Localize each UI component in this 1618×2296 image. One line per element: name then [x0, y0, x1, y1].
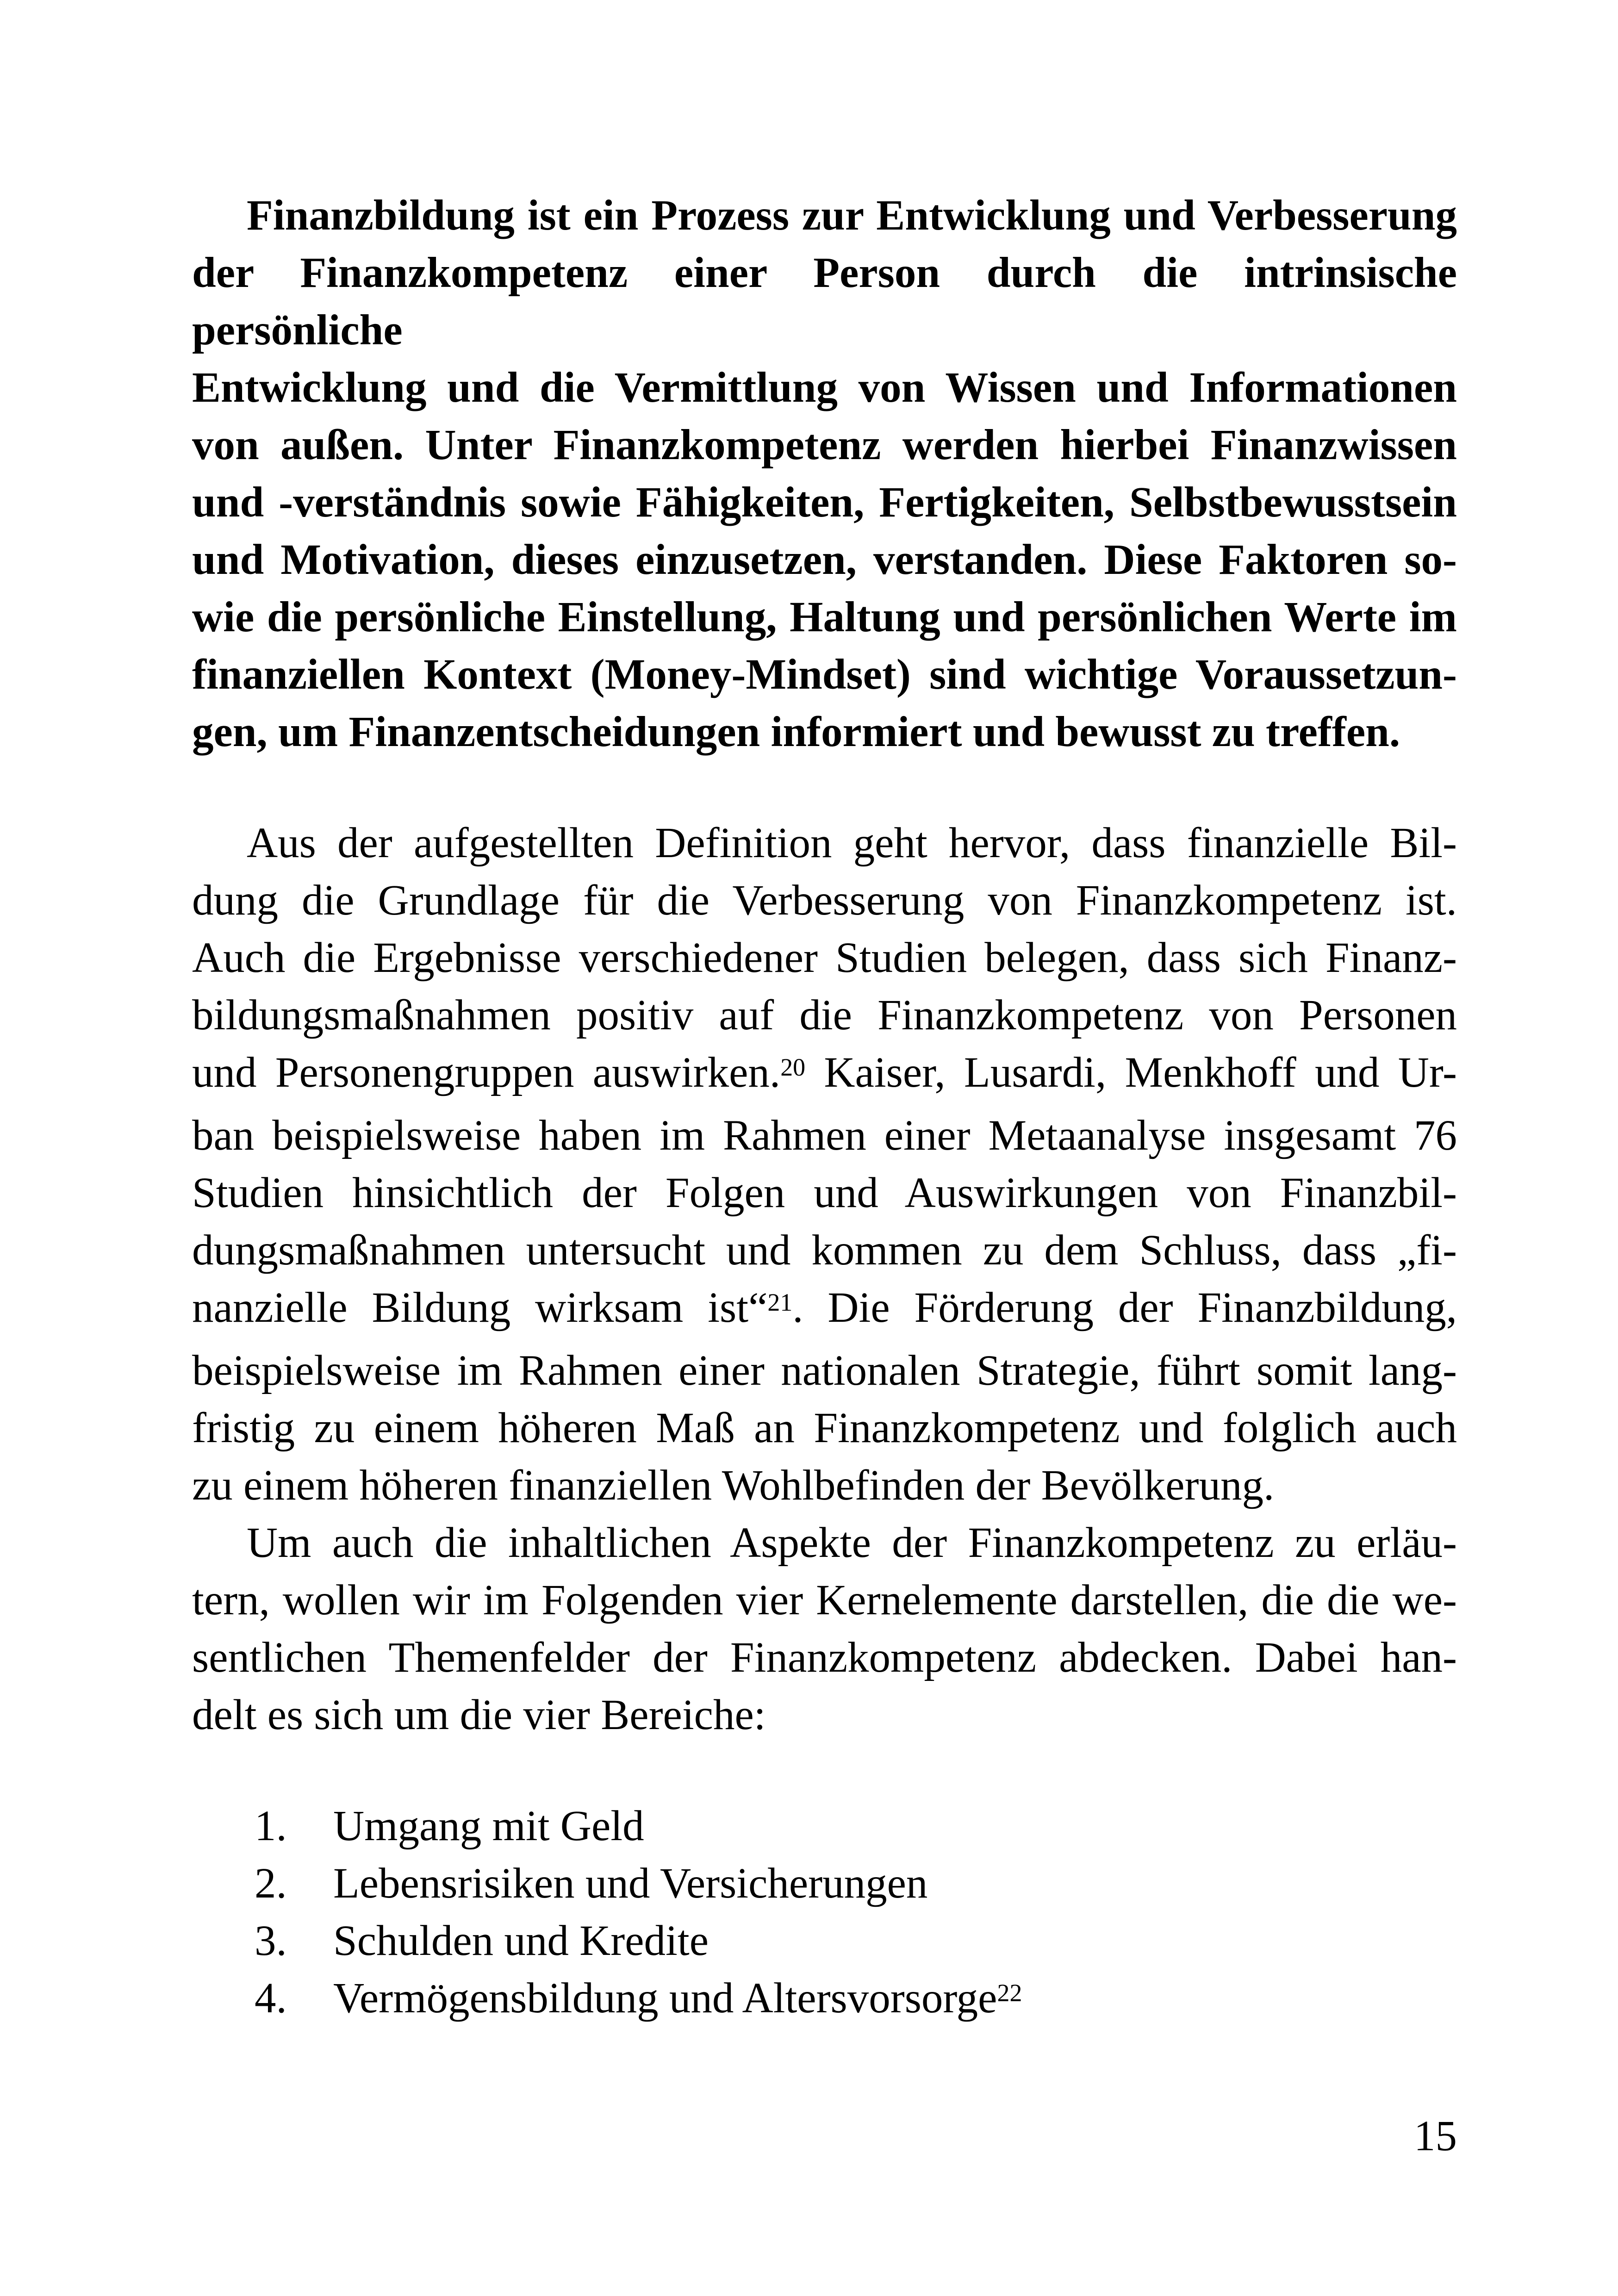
- list-item-text: Lebensrisiken und Versicherungen: [333, 1860, 928, 1907]
- text-line: ban beispielsweise haben im Rahmen einer Metaanalyse insgesamt 76: [192, 1112, 1457, 1159]
- text-line: und -verständnis sowie Fähigkeiten, Fertigkeiten, Selbstbewusstsein: [192, 479, 1457, 526]
- text-line: Studien hinsichtlich der Folgen und Auswirkungen von Finanzbil-: [192, 1169, 1457, 1217]
- text-line: Auch die Ergebnisse verschiedener Studien belegen, dass sich Finanz-: [192, 934, 1457, 982]
- text-line: dungsmaßnahmen untersucht und kommen zu dem Schluss, dass „fi-: [192, 1226, 1457, 1274]
- text-line: finanziellen Kontext (Money-Mindset) sind wichtige Voraussetzun-: [192, 651, 1457, 698]
- body-paragraph: [192, 815, 1457, 1514]
- text-line: und Motivation, dieses einzusetzen, verstanden. Diese Faktoren so-: [192, 536, 1457, 584]
- text-line: nanzielle Bildung wirksam ist“$^{21}$. Die Förderung der Finanzbildung,: [192, 1284, 1457, 1332]
- list-item-number: 3.: [255, 1917, 287, 1965]
- text-line: wie die persönliche Einstellung, Haltung und persönlichen Werte im: [192, 593, 1457, 641]
- list-item-number: 4.: [255, 1974, 287, 2022]
- text-line: Aus der aufgestellten Definition geht hervor, dass finanzielle Bil-: [247, 819, 1457, 867]
- list-item: [192, 1970, 1457, 2033]
- text-line: beispielsweise im Rahmen einer nationalen Strategie, führt somit lang-: [192, 1347, 1457, 1394]
- lead-bold-paragraph: [192, 187, 1457, 761]
- text-line: bildungsmaßnahmen positiv auf die Finanzkompetenz von Personen: [192, 991, 1457, 1039]
- text-line: Entwicklung und die Vermittlung von Wissen und Informationen: [192, 364, 1457, 411]
- list-item-number: 2.: [255, 1860, 287, 1907]
- list-item-text: Schulden und Kredite: [333, 1917, 709, 1965]
- footnote-reference: 20: [780, 1053, 806, 1081]
- list-item: [192, 1912, 1457, 1970]
- text-line: und Personengruppen auswirken.$^{20}$ Kaiser, Lusardi, Menkhoff und Ur-: [192, 1049, 1457, 1096]
- text-line: zu einem höheren finanziellen Wohlbefinden der Bevölkerung.: [192, 1462, 1275, 1509]
- list-item: [192, 1798, 1457, 1855]
- list-item-text: Umgang mit Geld: [333, 1802, 644, 1850]
- text-line: tern, wollen wir im Folgenden vier Kernelemente darstellen, die die we-: [192, 1576, 1457, 1624]
- text-line: gen, um Finanzentscheidungen informiert und bewusst zu treffen.: [192, 708, 1400, 756]
- text-line: sentlichen Themenfelder der Finanzkompetenz abdecken. Dabei han-: [192, 1634, 1457, 1681]
- page-number: 15: [1414, 2112, 1457, 2160]
- text-line: dung die Grundlage für die Verbesserung von Finanzkompetenz ist.: [192, 877, 1457, 924]
- text-line: Um auch die inhaltlichen Aspekte der Finanzkompetenz zu erläu-: [247, 1519, 1457, 1567]
- body-paragraph: [192, 1514, 1457, 1744]
- text-line: delt es sich um die vier Bereiche:: [192, 1691, 766, 1739]
- text-line: der Finanzkompetenz einer Person durch die intrinsische persönliche: [192, 249, 1457, 354]
- list-item-number: 1.: [255, 1802, 287, 1850]
- numbered-list: [192, 1798, 1457, 2033]
- text-line: fristig zu einem höheren Maß an Finanzkompetenz und folglich auch: [192, 1404, 1457, 1452]
- footnote-reference: 21: [767, 1288, 793, 1316]
- text-line: Finanzbildung ist ein Prozess zur Entwicklung und Verbesserung: [247, 192, 1457, 239]
- footnote-reference: 22: [997, 1979, 1022, 2007]
- list-item-text: Vermögensbildung und Altersvorsorge$^{22}$: [333, 1974, 1022, 2022]
- list-item: [192, 1855, 1457, 1912]
- text-line: von außen. Unter Finanzkompetenz werden hierbei Finanzwissen: [192, 421, 1457, 469]
- text-block: [192, 187, 1457, 2033]
